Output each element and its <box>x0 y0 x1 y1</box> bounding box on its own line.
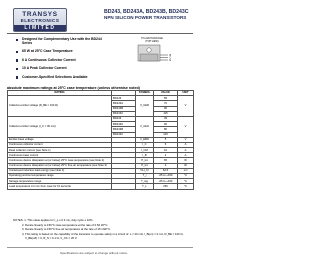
header-cell: SYMBOL <box>136 91 154 96</box>
header-cell: VALUE <box>154 91 178 96</box>
rating-cell: Operating junction temperature range <box>8 174 112 179</box>
rating-cell: Emitter-base voltage <box>8 137 112 142</box>
symbol-cell: I_B <box>136 153 154 158</box>
unit-cell: W <box>178 158 194 163</box>
unit-cell: °C <box>178 184 194 189</box>
part-cell: BD243A <box>112 101 136 106</box>
table-row <box>8 184 194 189</box>
bullet-icon <box>16 76 18 78</box>
rating-cell: Storage temperature range <box>8 179 112 184</box>
unit-cell: mJ <box>178 168 194 173</box>
rating-cell: Continuous device dissipation at (or below) 25°C free air temperature (see Note 3) <box>8 163 112 168</box>
header-divider <box>7 33 193 34</box>
header-cell: RATING <box>8 91 112 96</box>
pin-label: E <box>169 59 172 62</box>
value-cell: 2 <box>154 163 178 168</box>
value-cell: 62.5 <box>154 168 178 173</box>
mounting-hole <box>147 48 151 52</box>
ratings-heading-bold: absolute maximum ratings <box>7 86 53 90</box>
logo-line2: ELECTRONICS <box>20 19 60 24</box>
symbol-cell: T_L <box>136 184 154 189</box>
part-cell: BD243C <box>112 111 136 116</box>
value-cell: 55 <box>154 96 178 101</box>
rating-cell: Lead temperature 3.2 mm from case for 10 seconds <box>8 184 112 189</box>
part-cell: BD243 <box>112 116 136 121</box>
value-cell: -65 to +150 <box>154 174 178 179</box>
part-cell: BD243A <box>112 122 136 127</box>
value-cell: 6 <box>154 142 178 147</box>
package-sublabel: (TOP VIEW) <box>145 40 159 43</box>
value-cell: -65 to +150 <box>154 179 178 184</box>
value-cell: 115 <box>154 111 178 116</box>
rating-cell: Continuous base current <box>8 153 112 158</box>
note-line: 3. Derate linearly to 150°C free air temperature at the rate of 16 mW/°C. <box>22 227 111 232</box>
part-numbers: BD243, BD243A, BD243B, BD243C <box>104 9 189 15</box>
feature-text: 10 A Peak Collector Current <box>22 66 67 71</box>
note-line: 2. Derate linearly to 150°C case temperature at the rate of 0.52 W/°C. <box>22 222 109 227</box>
value-cell: 90 <box>154 106 178 111</box>
symbol-cell: V_CEO <box>136 116 154 137</box>
value-cell: 60 <box>154 122 178 127</box>
part-cell: BD243B <box>112 127 136 132</box>
feature-item <box>16 76 102 80</box>
features-list <box>16 38 102 84</box>
part-cell: BD243C <box>112 132 136 137</box>
package-diagram <box>126 36 178 76</box>
unit-cell: °C <box>178 174 194 179</box>
pin-label: B <box>169 54 172 57</box>
symbol-cell: P_tot <box>136 163 154 168</box>
part-cell: BD243B <box>112 106 136 111</box>
symbol-cell: V_EBO <box>136 137 154 142</box>
company-logo <box>13 8 67 32</box>
value-cell: 100 <box>154 132 178 137</box>
unit-cell: A <box>178 148 194 153</box>
unit-cell: V <box>178 116 194 137</box>
part-cell: BD243 <box>112 96 136 101</box>
feature-text: 65 W at 25°C Case Temperature <box>22 49 73 54</box>
logo-line3: LIMITED <box>14 25 66 32</box>
ratings-table-body <box>8 91 194 190</box>
unit-cell: V <box>178 96 194 117</box>
pin-label: C <box>169 57 172 60</box>
rating-cell: Continuous collector current <box>8 142 112 147</box>
feature-item <box>16 38 102 46</box>
notes-block <box>13 218 184 241</box>
feature-text: Designed for Complementary Use with the BD244 Series <box>22 37 102 45</box>
unit-cell: °C <box>178 179 194 184</box>
package-body <box>140 54 158 61</box>
bullet-icon <box>16 51 18 53</box>
value-cell: 250 <box>154 184 178 189</box>
feature-item <box>16 59 102 63</box>
rating-cell: Peak collector current (see Note 1) <box>8 148 112 153</box>
value-cell: 5 <box>154 137 178 142</box>
bullet-icon <box>16 68 18 70</box>
logo-line1: TRANSYS <box>22 11 58 18</box>
rating-cell: Continuous device dissipation at (or below) 25°C case temperature (see Note 2) <box>8 158 112 163</box>
rating-cell: Collector-emitter voltage (I_C = 30 mA) <box>8 116 112 137</box>
document-subtitle: NPN SILICON POWER TRANSISTORS <box>104 15 187 20</box>
symbol-cell: T_j <box>136 174 154 179</box>
bullet-icon <box>16 39 18 41</box>
note-line: NOTES: 1. This value applies for t_p ≤ 0.3 ms, duty cycle ≤ 10%. <box>13 218 94 222</box>
note-line: V_BE(off) = 0, R_S = 0.1 Ω, V_CC = 20 V. <box>25 236 78 241</box>
symbol-cell: ½LI_C² <box>136 168 154 173</box>
unit-cell: W <box>178 163 194 168</box>
symbol-cell: I_CM <box>136 148 154 153</box>
value-cell: 10 <box>154 148 178 153</box>
feature-item <box>16 50 102 54</box>
header-cell: UNIT <box>178 91 194 96</box>
unit-cell: A <box>178 142 194 147</box>
value-cell: 80 <box>154 127 178 132</box>
footer-divider <box>7 247 193 248</box>
rating-cell: Unclamped inductive load energy (see Note 4) <box>8 168 112 173</box>
symbol-cell: I_C <box>136 142 154 147</box>
value-cell: 45 <box>154 116 178 121</box>
ratings-heading-rest: at 25°C case temperature (unless otherwise noted) <box>53 86 140 90</box>
feature-text: 6 A Continuous Collector Current <box>22 57 76 62</box>
bullet-icon <box>16 59 18 61</box>
ratings-table <box>7 90 194 190</box>
value-cell: 65 <box>154 158 178 163</box>
symbol-cell: T_stg <box>136 179 154 184</box>
feature-item <box>16 67 102 71</box>
unit-cell: A <box>178 153 194 158</box>
unit-cell: V <box>178 137 194 142</box>
note-line: 4. This rating is based on the capability of the transistor to operate safely in a circuit of: L = 20 mH, I_B(on) = 0.4 A, R_BE = 100 Ω, <box>22 231 184 236</box>
rating-cell: Collector-emitter voltage (R_BE = 100 Ω) <box>8 96 112 117</box>
part-cell <box>112 184 136 189</box>
footer-text: Specifications are subject to change without notice. <box>60 251 129 255</box>
value-cell: 70 <box>154 101 178 106</box>
value-cell: 2 <box>154 153 178 158</box>
symbol-cell: P_tot <box>136 158 154 163</box>
symbol-cell: V_CER <box>136 96 154 117</box>
package-label: TO-220 PACKAGE <box>141 37 163 40</box>
feature-text: Customer-Specified Selections Available <box>22 74 88 79</box>
